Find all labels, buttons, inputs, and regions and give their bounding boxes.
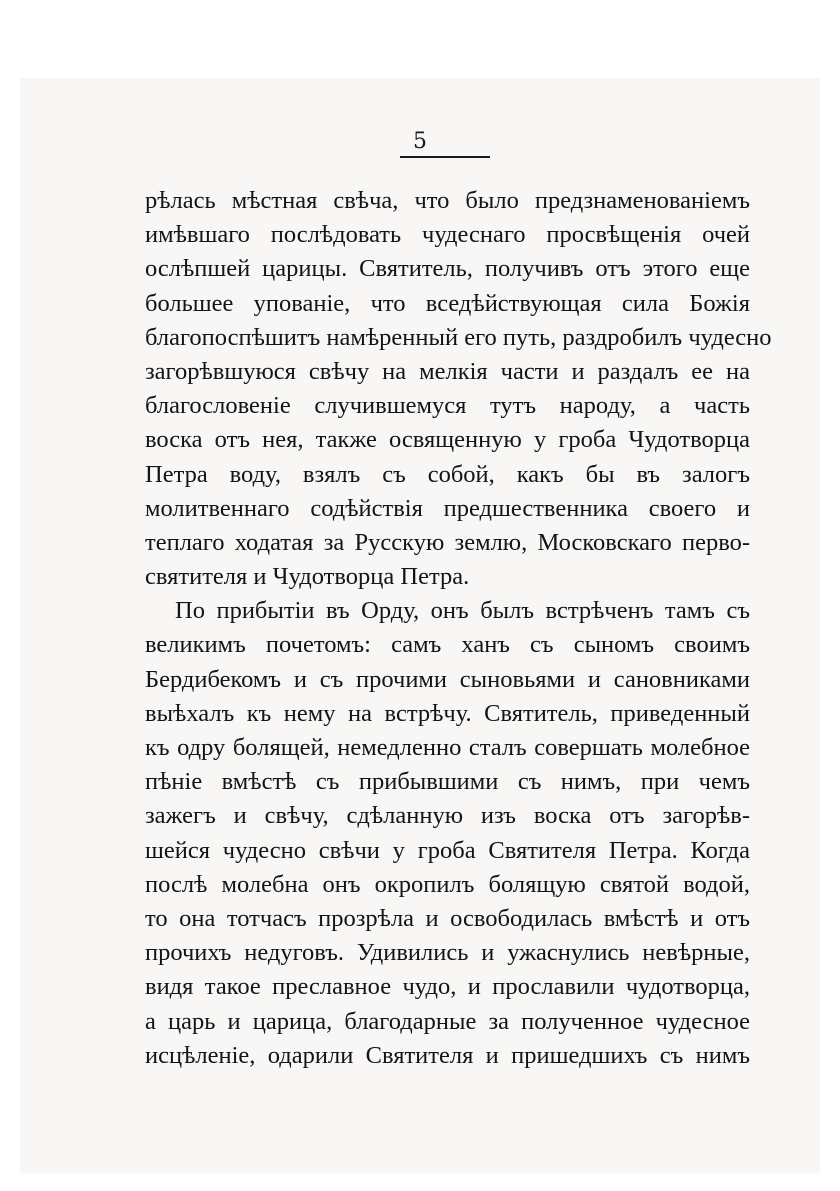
- text-line: видя такое преславное чудо, и прославили чудотворца,: [145, 973, 750, 1001]
- text-line: ослѣпшей царицы. Святитель, получивъ отъ этого еще: [145, 255, 750, 283]
- paragraph-2: [145, 594, 750, 1073]
- text-line: великимъ почетомъ: самъ ханъ съ сыномъ своимъ: [145, 631, 750, 659]
- text-line: Бердибекомъ и съ прочими сыновьями и сановниками: [145, 665, 750, 693]
- text-line: загорѣвшуюся свѣчу на мелкія части и раздалъ ее на: [145, 357, 750, 385]
- text-line: Петра воду, взялъ съ собой, какъ бы въ залогъ: [145, 460, 750, 488]
- page-number-rule: [400, 156, 490, 158]
- text-line: По прибытіи въ Орду, онъ былъ встрѣченъ тамъ съ: [175, 597, 750, 625]
- text-line: пѣніе вмѣстѣ съ прибывшими съ нимъ, при чемъ: [145, 768, 750, 796]
- text-line: шейся чудесно свѣчи у гроба Святителя Петра. Когда: [145, 836, 750, 864]
- text-line: къ одру болящей, немедленно сталъ совершать молебное: [145, 734, 750, 761]
- text-line: теплаго ходатая за Русскую землю, Московскаго перво-: [145, 528, 750, 556]
- text-line: то она тотчасъ прозрѣла и освободилась вмѣстѣ и отъ: [145, 904, 750, 932]
- text-line: зажегъ и свѣчу, сдѣланную изъ воска отъ загорѣв-: [145, 802, 750, 830]
- text-line: воска отъ нея, также освященную у гроба Чудотворца: [145, 426, 750, 454]
- text-line: большее упованіе, что вседѣйствующая сила Божія: [145, 289, 750, 317]
- text-line: рѣлась мѣстная свѣча, что было предзнаменованіемъ: [145, 187, 750, 214]
- text-line: прочихъ недуговъ. Удивились и ужаснулись невѣрные,: [145, 939, 750, 967]
- body-text: [145, 184, 772, 1073]
- page-number: 5: [413, 129, 427, 154]
- text-line: имѣвшаго послѣдовать чудеснаго просвѣщенія очей: [145, 221, 750, 249]
- paragraph-1: [145, 184, 772, 594]
- text-line: исцѣленіе, одарили Святителя и пришедшихъ съ нимъ: [145, 1041, 750, 1069]
- text-line: а царь и царица, благодарные за полученное чудесное: [145, 1007, 750, 1035]
- text-line: молитвеннаго содѣйствія предшественника своего и: [145, 494, 750, 522]
- text-line: выѣхалъ къ нему на встрѣчу. Святитель, приведенный: [145, 699, 750, 727]
- text-line: благопоспѣшитъ намѣренный его путь, раздробилъ чудесно: [145, 323, 772, 351]
- text-line: послѣ молебна онъ окропилъ болящую святой водой,: [145, 870, 750, 898]
- text-line: благословеніе случившемуся тутъ народу, а часть: [145, 392, 750, 420]
- text-line: святителя и Чудотворца Петра.: [145, 563, 470, 591]
